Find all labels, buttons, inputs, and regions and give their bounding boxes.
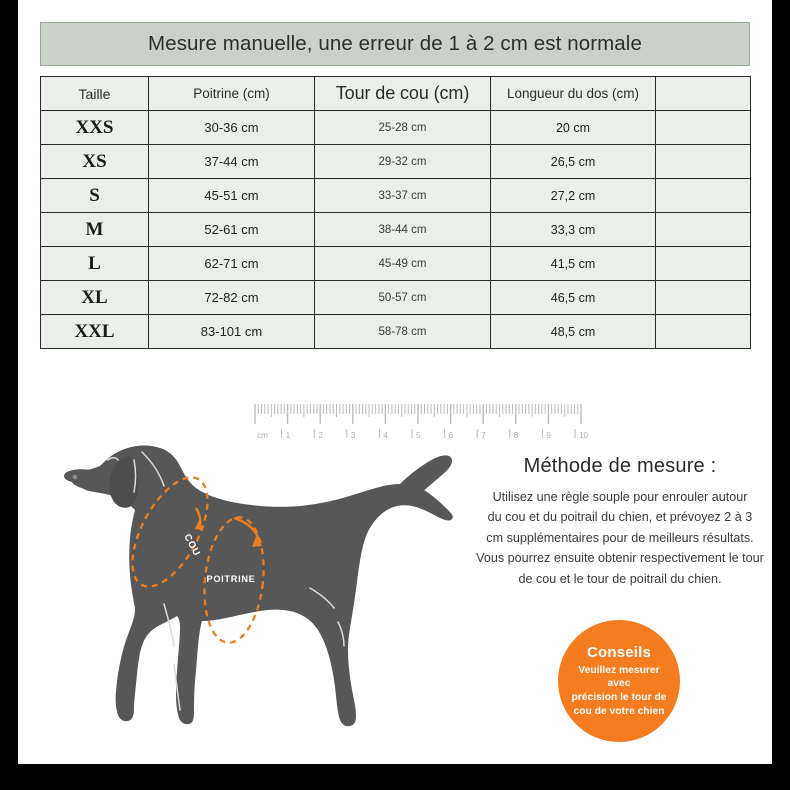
cell-size: M xyxy=(41,213,149,247)
ruler-tick-label: 2 xyxy=(318,431,323,440)
ruler-tick-label: 5 xyxy=(416,431,421,440)
conseils-body xyxy=(566,664,672,718)
ruler-unit-label: cm xyxy=(257,431,268,440)
dog-measurement-diagram xyxy=(56,432,476,762)
cell-chest: 30-36 cm xyxy=(149,111,315,145)
cell-blank xyxy=(656,315,751,349)
method-title: Méthode de mesure : xyxy=(523,455,717,477)
ruler-tick-label: 9 xyxy=(546,431,551,440)
cell-chest: 83-101 cm xyxy=(149,315,315,349)
header-poitrine: Poitrine (cm) xyxy=(149,77,315,111)
ruler-tick-label: 3 xyxy=(350,431,356,440)
method-body xyxy=(470,487,770,589)
cell-back: 20 cm xyxy=(491,111,656,145)
cell-chest: 45-51 cm xyxy=(149,179,315,213)
cell-size: XXL xyxy=(41,315,149,349)
method-line: Vous pourrez ensuite obtenir respectivement le tour xyxy=(476,551,764,566)
frame-bar-right xyxy=(772,0,790,790)
method-line: Utilisez une règle souple pour enrouler autour xyxy=(492,490,748,504)
table-header-row xyxy=(41,77,751,111)
conseils-line: précision le tour de xyxy=(571,692,667,703)
ruler-tick-label: 10 xyxy=(579,431,589,440)
cell-back: 33,3 cm xyxy=(491,213,656,247)
ruler-tick-label: 8 xyxy=(513,431,519,440)
dog-silhouette xyxy=(64,446,453,727)
cell-back: 46,5 cm xyxy=(491,281,656,315)
neck-label: COU xyxy=(181,532,203,559)
header-tour-de-cou: Tour de cou (cm) xyxy=(315,77,491,111)
cell-chest: 37-44 cm xyxy=(149,145,315,179)
ruler-tick-label: 7 xyxy=(481,431,486,440)
cell-size: XS xyxy=(41,145,149,179)
cell-back: 48,5 cm xyxy=(491,315,656,349)
method-line: de cou et le tour de poitrail du chien. xyxy=(518,571,722,586)
cell-back: 41,5 cm xyxy=(491,247,656,281)
conseils-title: Conseils xyxy=(586,643,652,661)
table-row xyxy=(41,281,751,315)
method-line: du cou et du poitrail du chien, et prévoyez 2 à 3 xyxy=(487,510,753,525)
method-section xyxy=(470,455,770,589)
method-line: cm supplémentaires pour de meilleurs résultats. xyxy=(486,530,754,545)
cell-neck: 50-57 cm xyxy=(315,281,491,315)
ruler-tick-label: 4 xyxy=(383,431,388,440)
frame-bar-bottom xyxy=(0,764,790,790)
table-row xyxy=(41,111,751,145)
conseils-line: cou de votre chien xyxy=(573,705,665,717)
ruler-tick-label: 6 xyxy=(448,431,454,440)
cell-neck: 45-49 cm xyxy=(315,247,491,281)
cell-neck: 25-28 cm xyxy=(315,111,491,145)
cell-back: 27,2 cm xyxy=(491,179,656,213)
conseils-line: Veuillez mesurer avec xyxy=(578,664,660,690)
cell-size: S xyxy=(41,179,149,213)
banner-text: Mesure manuelle, une erreur de 1 à 2 cm est normale xyxy=(148,32,642,55)
measurement-notice-banner xyxy=(40,22,750,66)
cell-neck: 33-37 cm xyxy=(315,179,491,213)
cell-blank xyxy=(656,213,751,247)
table-row xyxy=(41,213,751,247)
table-row xyxy=(41,315,751,349)
cell-blank xyxy=(656,281,751,315)
cell-blank xyxy=(656,179,751,213)
cell-neck: 58-78 cm xyxy=(315,315,491,349)
cell-blank xyxy=(656,145,751,179)
table-row xyxy=(41,247,751,281)
cell-back: 26,5 cm xyxy=(491,145,656,179)
cell-blank xyxy=(656,111,751,145)
ruler-tick-label: 1 xyxy=(285,431,291,440)
cell-size: L xyxy=(41,247,149,281)
cell-chest: 72-82 cm xyxy=(149,281,315,315)
cell-blank xyxy=(656,247,751,281)
size-chart-table xyxy=(40,76,751,349)
table-row xyxy=(41,145,751,179)
cell-size: XL xyxy=(41,281,149,315)
frame-bar-left xyxy=(0,0,18,790)
content-canvas xyxy=(18,0,772,764)
header-longueur-dos: Longueur du dos (cm) xyxy=(491,77,656,111)
table-row xyxy=(41,179,751,213)
conseils-badge xyxy=(558,620,680,742)
cell-neck: 29-32 cm xyxy=(315,145,491,179)
header-blank xyxy=(656,77,751,111)
cell-size: XXS xyxy=(41,111,149,145)
chest-label: POITRINE xyxy=(206,574,256,584)
cell-chest: 52-61 cm xyxy=(149,213,315,247)
cell-chest: 62-71 cm xyxy=(149,247,315,281)
cell-neck: 38-44 cm xyxy=(315,213,491,247)
header-taille: Taille xyxy=(41,77,149,111)
